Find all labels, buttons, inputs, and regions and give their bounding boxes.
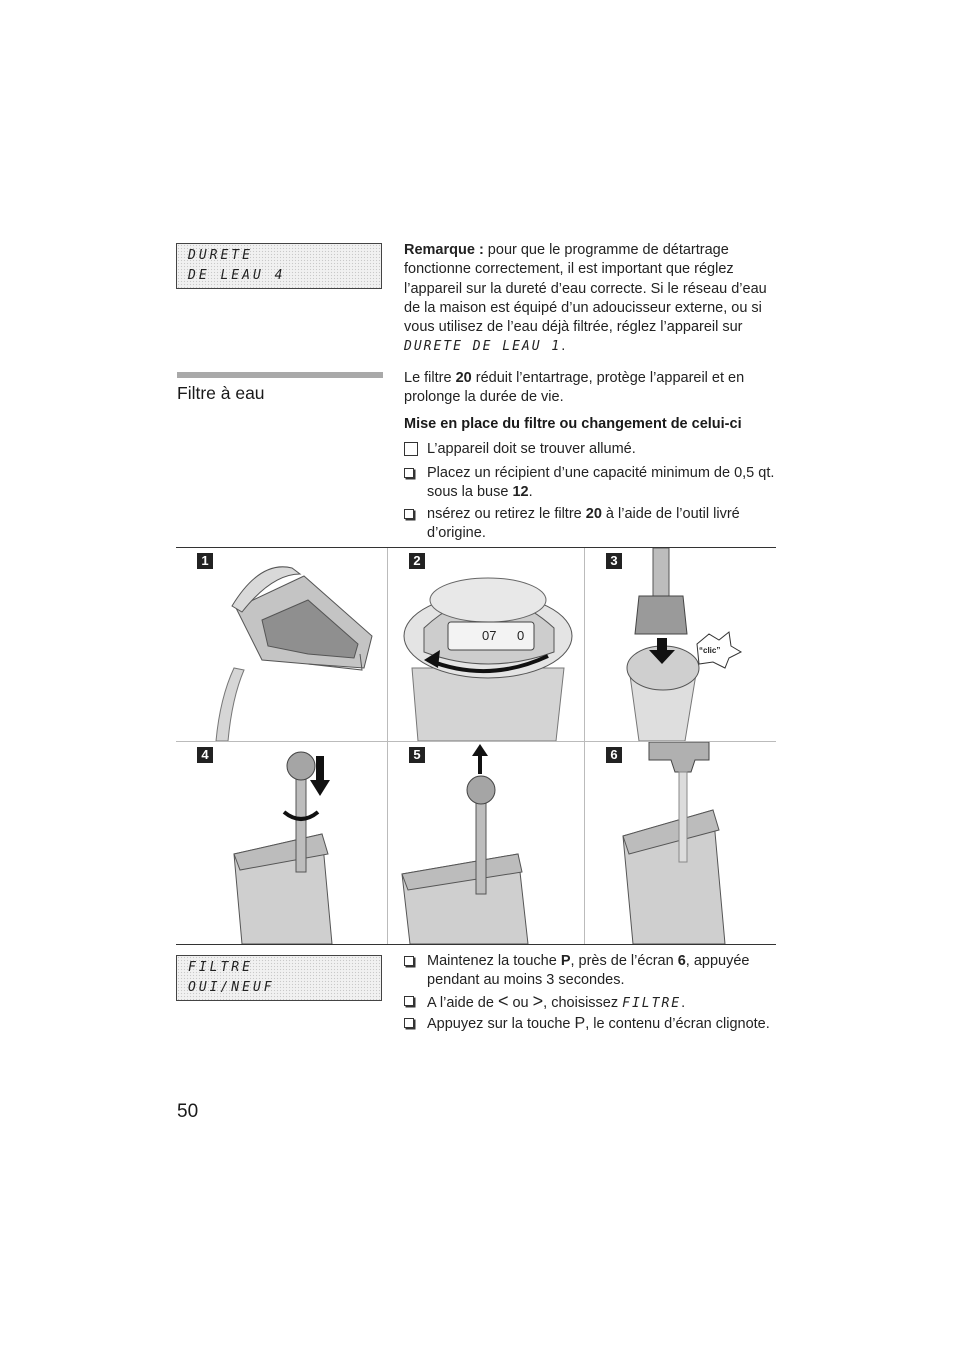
less-than-key: < <box>497 991 509 1011</box>
remark-text: pour que le programme de détartrage fonctionne correctement, il est important que réglez l’appareil sur la dureté d’eau correcte. Si le réseau d’eau de la maison est équipé d’un adoucisseur externe, ou si vous utilisez de l’eau déjà filtrée, réglez l’appareil sur <box>404 242 767 336</box>
step-ref: 6 <box>677 953 686 969</box>
lcd-line-1: DURETE <box>188 248 253 263</box>
figure-number: 4 <box>197 747 213 763</box>
figure-number: 3 <box>606 553 622 569</box>
figure-panel-2 <box>388 548 584 741</box>
greater-than-key: > <box>532 991 544 1011</box>
step-item-2: Placez un récipient d’une capacité minimum de 0,5 qt. sous la buse 12. <box>404 464 776 503</box>
dial-next-reading: 0 <box>517 628 525 643</box>
checkbox-icon <box>404 468 414 478</box>
step-item-6: Appuyez sur la touche P, le contenu d’écran clignote. <box>404 1014 776 1034</box>
step-ref: 12 <box>512 484 529 501</box>
section-rule <box>177 372 383 378</box>
step-ref: 20 <box>585 506 602 522</box>
intro-part2: réduit l’entartrage, protège l’appareil et en prolonge la durée de vie. <box>404 370 745 406</box>
remark-label: Remarque : <box>404 242 484 258</box>
intro-ref: 20 <box>455 370 472 386</box>
water-tank-pouring-illustration <box>176 548 387 741</box>
figure-number: 6 <box>606 747 622 763</box>
filter-rotate-illustration <box>176 742 387 944</box>
checkbox-icon <box>404 509 414 519</box>
click-sound-label: “clic” <box>699 646 721 655</box>
lcd-display-filter <box>176 955 382 1001</box>
figure-number: 5 <box>409 747 425 763</box>
dial-reading: 07 <box>482 628 497 643</box>
step-item-4: Maintenez la touche P, près de l’écran 6, appuyée pendant au moins 3 secondes. <box>404 952 776 991</box>
lcd-line-1: FILTRE <box>188 960 253 975</box>
figure-panel-5 <box>388 742 584 944</box>
figure-bottom-rule <box>176 944 776 945</box>
figure-panel-3 <box>585 548 776 741</box>
remark-setting: DURETE DE LEAU 1 <box>404 339 562 355</box>
checkbox-icon <box>404 1018 414 1028</box>
filter-tool-insert-illustration <box>585 548 776 741</box>
lcd-line-2: DE LEAU 4 <box>188 268 286 283</box>
figure-number: 1 <box>197 553 213 569</box>
remark-paragraph <box>404 241 776 357</box>
step-item-1 <box>404 440 776 459</box>
filter-removal-illustration <box>388 742 584 944</box>
filter-code: FILTRE <box>622 996 682 1011</box>
lcd-line-2: OUI/NEUF <box>188 980 275 995</box>
step-item-3: nsérez ou retirez le filtre 20 à l’aide de l’outil livré d’origine. <box>404 505 776 544</box>
step-text: nsérez ou retirez le filtre <box>427 506 586 522</box>
checkbox-icon <box>404 956 414 966</box>
intro-paragraph <box>404 369 776 408</box>
tap-rinse-illustration <box>585 742 776 944</box>
checkbox-icon <box>404 996 414 1006</box>
lcd-display-water-hardness <box>176 243 382 289</box>
filter-dial-illustration <box>388 548 584 741</box>
section-title: Filtre à eau <box>177 383 265 403</box>
remark-end: . <box>561 338 566 355</box>
key-p: P <box>574 1015 586 1032</box>
figure-number: 2 <box>409 553 425 569</box>
figure-panel-1 <box>176 548 387 741</box>
intro-part1: Le filtre <box>404 370 456 386</box>
step-item-5: A l’aide de < ou >, choisissez FILTRE. <box>404 992 776 1013</box>
step-text: Placez un récipient d’une capacité minimum de 0,5 qt. sous la buse <box>427 465 775 501</box>
step-text: L’appareil doit se trouver allumé. <box>427 441 636 457</box>
figure-panel-6 <box>585 742 776 944</box>
key-p: P <box>560 953 571 969</box>
page-number: 50 <box>177 1101 199 1122</box>
subheading: Mise en place du filtre ou changement de celui-ci <box>404 416 742 432</box>
figure-panel-4 <box>176 742 387 944</box>
checkbox-icon <box>404 442 418 456</box>
